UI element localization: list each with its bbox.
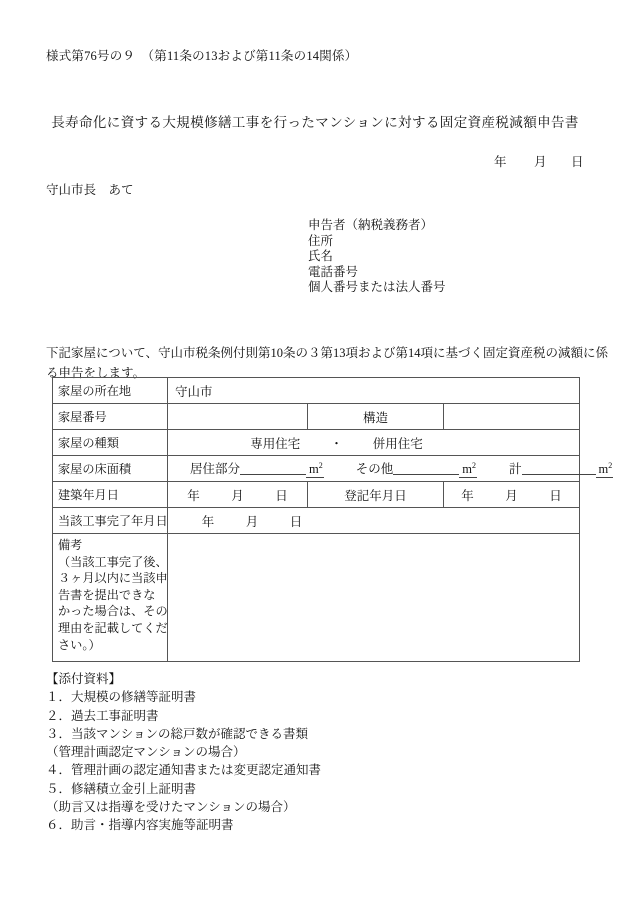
attachment-item-6: ６．助言・指導内容実施等証明書 bbox=[46, 818, 234, 833]
attachment-item-4: ４．管理計画の認定通知書または変更認定通知書 bbox=[46, 763, 322, 778]
attachment-item-5: ５．修繕積立金引上証明書 bbox=[46, 781, 197, 796]
declarant-name-label: 氏名 bbox=[308, 249, 334, 264]
build-date-fields[interactable] bbox=[168, 482, 308, 508]
build-day-label: 日 bbox=[275, 488, 288, 503]
build-year-label: 年 bbox=[187, 488, 200, 503]
remarks-note-line-2: ３ヶ月以内に当該申 bbox=[58, 571, 168, 586]
addressee: 守山市長 あて bbox=[46, 183, 134, 197]
remarks-label-cell bbox=[53, 534, 168, 662]
completion-date-label: 当該工事完了年月日 bbox=[53, 508, 168, 534]
floor-area-label: 家屋の床面積 bbox=[53, 456, 168, 482]
registration-date-fields[interactable] bbox=[444, 482, 580, 508]
attachment-item-1: １．大規模の修繕等証明書 bbox=[46, 690, 197, 705]
declarant-block bbox=[308, 218, 446, 296]
unit-square-meter-icon: $m^2$ bbox=[459, 461, 477, 478]
other-label: その他 bbox=[355, 462, 394, 476]
total-input[interactable] bbox=[522, 461, 596, 475]
remarks-note-line-1: （当該工事完了後、 bbox=[58, 554, 168, 569]
other-input[interactable] bbox=[393, 461, 459, 475]
residential-label: 居住部分 bbox=[190, 462, 241, 476]
unit-square-meter-icon: $m^2$ bbox=[596, 461, 614, 478]
completion-date-fields[interactable] bbox=[168, 508, 580, 534]
unit-square-meter-icon: $m^2$ bbox=[306, 461, 324, 478]
build-date-label: 建築年月日 bbox=[53, 482, 168, 508]
location-label: 家屋の所在地 bbox=[53, 378, 168, 404]
kind-option-combined[interactable]: 併用住宅 bbox=[372, 436, 423, 451]
table-row-build-date bbox=[53, 482, 580, 508]
floor-area-other bbox=[356, 459, 477, 478]
registration-year-label: 年 bbox=[461, 488, 474, 503]
declarant-title: 申告者（納税義務者） bbox=[308, 218, 434, 232]
floor-area-fields bbox=[168, 456, 613, 482]
statement-line-2: る申告をします。 bbox=[46, 366, 146, 380]
kind-option-exclusive[interactable]: 専用住宅 bbox=[250, 436, 301, 451]
floor-area-residential bbox=[190, 459, 324, 478]
table-row-location bbox=[53, 378, 580, 404]
house-number-value[interactable] bbox=[168, 404, 308, 430]
property-details-table bbox=[52, 377, 613, 662]
remarks-note-line-3: 告書を提出できな bbox=[58, 587, 156, 602]
attachment-item-3: ３．当該マンションの総戸数が確認できる書類 bbox=[46, 726, 308, 741]
declarant-idnumber-label: 個人番号または法人番号 bbox=[308, 280, 446, 295]
attachment-item-3-note: （管理計画認定マンションの場合） bbox=[46, 745, 246, 760]
registration-day-label: 日 bbox=[549, 488, 562, 503]
remarks-value[interactable] bbox=[168, 534, 580, 662]
table-row-completion-date bbox=[53, 508, 580, 534]
kind-separator: ・ bbox=[330, 436, 343, 451]
total-label: 計 bbox=[509, 462, 522, 476]
table-row-floor-area bbox=[53, 456, 580, 482]
completion-month-label: 月 bbox=[245, 514, 259, 529]
floor-area-total bbox=[509, 459, 613, 478]
house-kind-options bbox=[168, 430, 580, 456]
table-row-house-kind bbox=[53, 430, 580, 456]
attachment-item-5-note: （助言又は指導を受けたマンションの場合） bbox=[46, 800, 296, 815]
remarks-note-line-4: かった場合は、その bbox=[58, 604, 168, 619]
remarks-label: 備考 bbox=[58, 538, 83, 552]
build-month-label: 月 bbox=[231, 488, 244, 503]
date-day-label: 日 bbox=[571, 155, 584, 169]
declarant-address-label: 住所 bbox=[308, 233, 334, 248]
registration-date-label: 登記年月日 bbox=[308, 482, 444, 508]
house-number-label: 家屋番号 bbox=[53, 404, 168, 430]
table-row-remarks bbox=[53, 534, 580, 662]
page-title: 長寿命化に資する大規模修繕工事を行ったマンションに対する固定資産税減額申告書 bbox=[51, 115, 579, 130]
remarks-note-line-6: さい。） bbox=[58, 637, 101, 652]
completion-year-label: 年 bbox=[201, 514, 215, 529]
table-row-house-number bbox=[53, 404, 580, 430]
declarant-phone-label: 電話番号 bbox=[308, 264, 359, 279]
form-number: 様式第76号の９ （第11条の13および第11条の14関係） bbox=[46, 49, 358, 63]
structure-value[interactable] bbox=[444, 404, 580, 430]
location-value[interactable]: 守山市 bbox=[168, 378, 580, 404]
residential-input[interactable] bbox=[240, 461, 306, 475]
statement-line-1: 下記家屋について、守山市税条例付則第10条の３第13項および第14項に基づく固定資産税の減額に係 bbox=[46, 346, 609, 360]
registration-month-label: 月 bbox=[505, 488, 518, 503]
attachments-list bbox=[46, 670, 321, 835]
date-year-label: 年 bbox=[494, 155, 507, 169]
remarks-note-line-5: 理由を記載してくだ bbox=[58, 620, 168, 635]
completion-day-label: 日 bbox=[289, 514, 303, 529]
date-month-label: 月 bbox=[534, 155, 547, 169]
attachment-item-2: ２．過去工事証明書 bbox=[46, 708, 159, 723]
structure-label: 構造 bbox=[308, 404, 444, 430]
house-kind-label: 家屋の種類 bbox=[53, 430, 168, 456]
attachments-heading: 【添付資料】 bbox=[46, 672, 122, 686]
